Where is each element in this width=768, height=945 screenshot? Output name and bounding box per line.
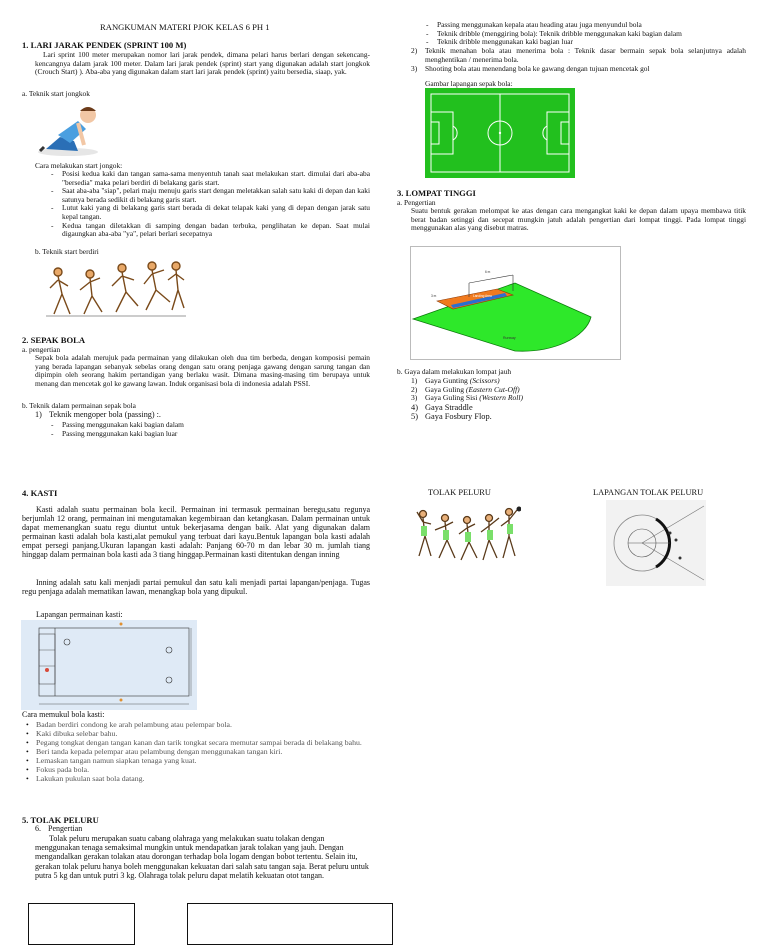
kasti-field-diagram bbox=[21, 620, 197, 710]
runway-label: Runway bbox=[503, 336, 516, 340]
list-item-note: (Scissors) bbox=[469, 376, 500, 385]
section-2b-label: b. Teknik dalam permainan sepak bola bbox=[22, 401, 136, 410]
list-item: - Teknik dribble (menggiring bola): Teknik dribble menggunakan kaki bagian dalam bbox=[426, 30, 746, 39]
section-2-heading: 2. SEPAK BOLA bbox=[22, 335, 86, 345]
list-number: 1) bbox=[35, 410, 42, 419]
list-item: Teknik mengoper bola (passing) :. bbox=[49, 410, 161, 419]
depth-label: 3 m bbox=[431, 294, 437, 298]
section-1-paragraph: Lari sprint 100 meter merupakan nomor lari jarak pendek, dimana pelari harus berlari dengan sekencang-kencangnya dalam jarak 100 meter. Dalam lari jarak pendek (sprint) start yang digunakan adalah start jongkok (Crouch Start) ). Aba-aba yang digunakan dalam start lari jarak pendek (sprint) yaitu bersedia, siaap, yak. bbox=[35, 50, 370, 77]
passing-items bbox=[51, 421, 184, 438]
list-item: Teknik menahan bola atau menerima bola : Teknik dasar bermain sepak bola selanjutnya adalah menghentikan / menerima bola. bbox=[425, 46, 746, 64]
width-label: 6 m bbox=[485, 270, 491, 274]
high-jump-styles-list bbox=[411, 377, 523, 422]
section-1-heading: 1. LARI JARAK PENDEK (SPRINT 100 M) bbox=[22, 40, 187, 50]
crouch-start-steps-title: Cara melakukan start jongok: bbox=[35, 161, 123, 170]
list-item: Gaya Guling bbox=[425, 384, 466, 394]
list-item: Gaya Gunting bbox=[425, 376, 470, 385]
list-item: • Fokus pada bola. bbox=[25, 765, 370, 774]
section-3b-label: b. Gaya dalam melakukan lompat jauh bbox=[397, 367, 512, 376]
section-5-heading: 5. TOLAK PELURU bbox=[22, 815, 99, 825]
list-number: 1) bbox=[411, 376, 418, 385]
football-technique-items bbox=[426, 21, 746, 47]
list-item: Gaya Straddle bbox=[425, 402, 473, 412]
list-item: - Posisi kedua kaki dan tangan sama-sama menyentuh tanah saat melakukan start. dimulai dari aba-aba "bersedia" maka pelari berdiri di belakang garis start. bbox=[51, 170, 370, 187]
list-number: 5) bbox=[411, 412, 418, 422]
list-item: Gaya Fosbury Flop. bbox=[425, 412, 492, 422]
section-2-paragraph: Sepak bola adalah merujuk pada permainan yang dilakukan oleh dua tim berbeda, dengan komposisi pemain yang berada lapangan sebanyak sebelas orang dengan satu orang penjaga gawang dengan sarung tangan dan dipimpin oleh seorang hakim pertandigan yang berlaku wasit. Dimana masing-masing tim berupaya untuk menang dan mencetak gol ke gawang lawan. Induk organisasi bola di indonesia adalah PSSI. bbox=[35, 353, 370, 388]
section-5-sub-number: 6. bbox=[35, 824, 41, 833]
section-5-sub-heading: Pengertian bbox=[48, 824, 83, 833]
football-technique-list bbox=[411, 47, 746, 74]
list-item: Gaya Guling Sisi bbox=[425, 393, 480, 403]
section-2a-label: a. pengertian bbox=[22, 345, 61, 354]
section-3-heading: 3. LOMPAT TINGGI bbox=[397, 188, 476, 198]
list-item: - Passing menggunakan kaki bagian dalam bbox=[51, 421, 184, 430]
list-number: 3) bbox=[411, 393, 418, 403]
empty-box-left bbox=[28, 903, 135, 945]
list-item: - Saat aba-aba "siap", pelari maju menuju garis start dengan meletakkan salah satu kaki di depan dan kaki satunya berada sedikit di belakang garis start. bbox=[51, 187, 370, 204]
list-item: - Teknik dribble menggunakan kaki bagian luar bbox=[426, 38, 746, 47]
list-number: 2) bbox=[411, 46, 418, 55]
crouch-start-steps bbox=[51, 170, 370, 239]
list-item: - Passing menggunakan kepala atau heading atau juga menyundul bola bbox=[426, 21, 746, 30]
football-field-caption: Gambar lapangan sepak bola: bbox=[425, 79, 513, 88]
section-4-heading: 4. KASTI bbox=[22, 488, 58, 498]
list-item: • Lakukan pukulan saat bola datang. bbox=[25, 774, 370, 783]
document-title: RANGKUMAN MATERI PJOK KELAS 6 PH 1 bbox=[100, 22, 270, 32]
shot-put-field-caption: LAPANGAN TOLAK PELURU bbox=[593, 488, 704, 497]
landing-area-label: Landing Area bbox=[473, 294, 492, 298]
list-item: • Lemaskan tangan namun siapkan tenaga yang kuat. bbox=[25, 756, 370, 765]
list-item-note: (Eastern Cut-Off) bbox=[465, 384, 520, 394]
shot-put-illustration bbox=[413, 504, 521, 566]
list-number: 2) bbox=[411, 384, 418, 394]
high-jump-diagram bbox=[411, 247, 620, 359]
list-item: - Lutut kaki yang di belakang garis start berada di dekat telapak kaki yang di depan dengan jarak satu kepal tangan. bbox=[51, 204, 370, 221]
list-item: - Passing menggunakan kaki bagian luar bbox=[51, 430, 184, 439]
empty-box-right bbox=[187, 903, 393, 945]
list-item: • Badan berdiri condong ke arah pelambung atau pelempar bola. bbox=[25, 720, 370, 729]
section-3-paragraph: Suatu bentuk gerakan melompat ke atas dengan cara mengangkat kaki ke depan dalam upaya membawa titik berat badan setinggi dan secepat mungkin jatuh adalah pengertian dari lompat tinggi. Pada lompat tinggi menggunakan alas yang disebut matras. bbox=[411, 206, 746, 233]
standing-start-illustration bbox=[46, 258, 186, 322]
batting-steps-title: Cara memukul bola kasti: bbox=[22, 710, 105, 719]
section-4-paragraph-1: Kasti adalah suatu permainan bola kecil. Permainan ini termasuk permainan beregu,satu regunya berjumlah 12 orang, permainan ini mengutamakan kegembiraan dan ketangkasan. Dalam permainan untuk dapat memenangkan suatu regu diuntut untuk bekerjasama dengan baik. Alat yang digunakan dalam permainan kasti adalah bola kasti,alat pemukul yang terbuat dari kayu.Bentuk lapangan bola kasti adalah empat persegi panjang.Ukuran lapangan kasti adalah: Panjang 60-70 m dan lebar 30 m. jumlah tiang hinggap dalam permainan bola kasti ada 3 tiang hinggap.Permainan kasti ditentukan dengan inning bbox=[22, 505, 370, 560]
section-3a-label: a. Pengertian bbox=[397, 198, 436, 207]
section-1a-label: a. Teknik start jongkok bbox=[22, 89, 90, 98]
list-item: - Kedua tangan diletakkan di samping dengan badan terbuka, penglihatan ke depan. Saat mulai digaungkan aba-aba "ya", pelari berlari secepatnya bbox=[51, 222, 370, 239]
list-item: • Kaki dibuka selebar bahu. bbox=[25, 729, 370, 738]
list-item: • Pegang tongkat dengan tangan kanan dan tarik tongkat secara memutar sampai berada di belakang bahu. bbox=[25, 738, 370, 747]
shot-put-field-diagram bbox=[606, 500, 706, 586]
section-4-paragraph-2: Inning adalah satu kali menjadi partai pemukul dan satu kali menjadi partai lapangan/penjaga. Tugas regu penjaga adalah mematikan lawan, menangkap bola yang dipukul. bbox=[22, 578, 370, 597]
crouch-start-illustration bbox=[34, 99, 102, 159]
list-number: 3) bbox=[411, 64, 418, 74]
kasti-field-caption: Lapangan permainan kasti: bbox=[36, 610, 123, 619]
list-item-note: (Western Roll) bbox=[479, 393, 524, 403]
football-field-diagram bbox=[425, 88, 575, 178]
shot-put-caption: TOLAK PELURU bbox=[428, 488, 491, 497]
list-item: Shooting bola atau menendang bola ke gawang dengan tujuan mencetak gol bbox=[425, 64, 650, 74]
list-item: • Beri tanda kepada pelempar atau pelambung dengan menggunakan tangan kiri. bbox=[25, 747, 370, 756]
batting-steps bbox=[25, 720, 370, 783]
section-1b-label: b. Teknik start berdiri bbox=[35, 247, 99, 256]
passing-technique-list bbox=[35, 411, 370, 420]
section-5-paragraph: Tolak peluru merupakan suatu cabang olahraga yang melakukan suatu tolakan dengan menggunakan tenaga semaksimal mungkin untuk mendapatkan jarak tolakan yang jauh. Dengan mengandalkan gerakan tolakan atau dorongan terhadap bola logam dengan bobot tertentu. Selain itu, gerakan tolak peluru hanya boleh menggunakan kekuatan dari salah satu tangan saja. Berat peluru untuk putra 5 kg dan untuk putri 3 kg. Olahraga tolak peluru dapat melatih kekuatan otot tangan. bbox=[35, 834, 369, 880]
high-jump-diagram-frame bbox=[410, 246, 621, 360]
list-number: 4) bbox=[411, 402, 418, 412]
